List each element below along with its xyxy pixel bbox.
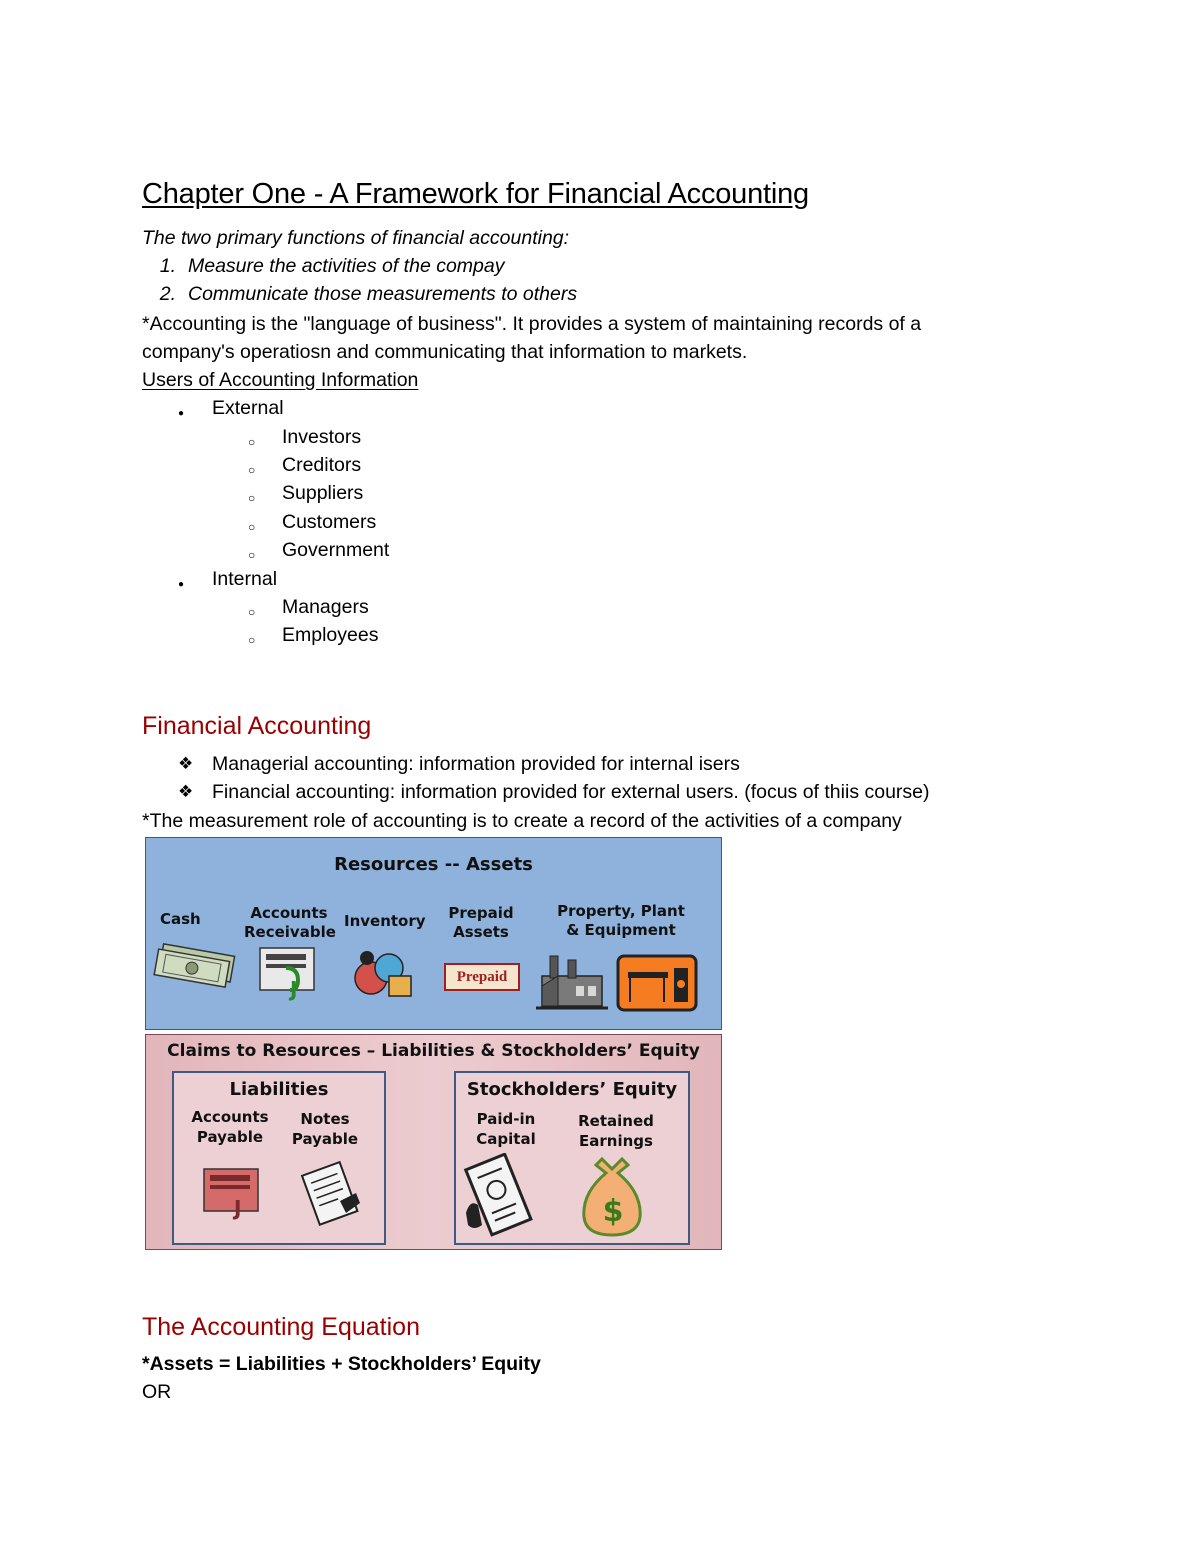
liabilities-box	[172, 1071, 386, 1245]
paid-in-capital-label: Paid-in Capital	[476, 1110, 536, 1148]
stock-certificate-icon	[462, 1153, 538, 1239]
svg-text:$: $	[602, 1194, 624, 1229]
ppe-label: Property, Plant & Equipment	[557, 902, 685, 939]
list-item	[248, 481, 363, 505]
list-text: External	[212, 397, 284, 419]
assets-panel	[145, 837, 722, 1030]
stockholders-equity-title: Stockholders’ Equity	[466, 1079, 678, 1100]
list-item	[178, 780, 930, 804]
hollow-bullet-icon: ○	[248, 435, 256, 449]
claims-panel	[145, 1034, 722, 1250]
list-number: 1.	[159, 255, 176, 277]
list-text: Managerial accounting: information provided for internal isers	[212, 753, 740, 775]
filled-bullet-icon: ●	[178, 579, 185, 590]
list-text: Investors	[282, 426, 362, 448]
list-text: Measure the activities of the compay	[188, 255, 505, 277]
list-text: Managers	[282, 596, 369, 618]
accounts-payable-label: Accounts Payable	[191, 1108, 269, 1146]
list-number: 2.	[159, 283, 176, 305]
list-item	[248, 453, 361, 477]
cash-icon	[152, 940, 242, 996]
equation-or: OR	[142, 1381, 172, 1403]
inventory-icon	[351, 940, 415, 1000]
list-text: Customers	[282, 511, 377, 533]
svg-text:J: J	[290, 977, 298, 1001]
money-bag-icon	[580, 1149, 646, 1239]
page-title: Chapter One - A Framework for Financial Accounting	[142, 178, 809, 210]
list-text: Employees	[282, 624, 379, 646]
notes-payable-label: Notes Payable	[291, 1110, 359, 1148]
prepaid-assets-label: Prepaid Assets	[448, 904, 514, 941]
equation-formula: *Assets = Liabilities + Stockholders’ Equity	[142, 1353, 541, 1375]
section-heading-accounting-equation: The Accounting Equation	[142, 1313, 420, 1341]
list-item	[142, 282, 577, 306]
diamond-bullet-icon: ❖	[178, 754, 194, 773]
hollow-bullet-icon: ○	[248, 491, 256, 505]
accounts-payable-icon	[200, 1161, 266, 1221]
retained-earnings-label: Retained Earnings	[578, 1112, 654, 1150]
hollow-bullet-icon: ○	[248, 520, 256, 534]
factory-icon	[536, 946, 608, 1012]
list-item-internal	[178, 567, 277, 591]
list-item-external	[178, 396, 284, 420]
prepaid-tag: Prepaid	[444, 963, 520, 991]
hollow-bullet-icon: ○	[248, 605, 256, 619]
accounts-receivable-icon	[256, 938, 322, 1002]
list-item	[248, 510, 376, 534]
notes-payable-icon	[296, 1161, 366, 1227]
note-line: *Accounting is the "language of business". It provides a system of maintaining records of a	[142, 313, 922, 335]
note-line: company's operatiosn and communicating that information to markets.	[142, 341, 748, 363]
stockholders-equity-box	[454, 1071, 690, 1245]
cash-label: Cash	[160, 910, 201, 928]
list-text: Financial accounting: information provided for external users. (focus of thiis course)	[212, 781, 930, 803]
list-item	[142, 254, 505, 278]
users-heading: Users of Accounting Information	[142, 369, 419, 391]
intro-lead: The two primary functions of financial accounting:	[142, 227, 570, 249]
list-text: Government	[282, 539, 390, 561]
section-heading-financial-accounting: Financial Accounting	[142, 712, 372, 740]
assets-title: Resources -- Assets	[334, 854, 533, 875]
liabilities-title: Liabilities	[229, 1079, 329, 1100]
list-text: Suppliers	[282, 482, 364, 504]
equipment-icon	[616, 954, 700, 1014]
list-item	[248, 425, 361, 449]
hollow-bullet-icon: ○	[248, 463, 256, 477]
accounts-receivable-label: Accounts Receivable	[244, 904, 336, 941]
svg-text:J: J	[234, 1196, 242, 1220]
list-item	[248, 538, 389, 562]
balance-sheet-diagram	[145, 837, 722, 1249]
hollow-bullet-icon: ○	[248, 633, 256, 647]
list-text: Creditors	[282, 454, 362, 476]
list-item	[248, 623, 378, 647]
list-text: Internal	[212, 568, 278, 590]
claims-title: Claims to Resources – Liabilities & Stockholders’ Equity	[167, 1041, 700, 1061]
hollow-bullet-icon: ○	[248, 548, 256, 562]
note-line: *The measurement role of accounting is to create a record of the activities of a company	[142, 810, 902, 832]
list-text: Communicate those measurements to others	[188, 283, 578, 305]
list-item	[248, 595, 369, 619]
diamond-bullet-icon: ❖	[178, 782, 194, 801]
filled-bullet-icon: ●	[178, 408, 185, 419]
inventory-label: Inventory	[344, 912, 426, 930]
list-item	[178, 752, 740, 776]
